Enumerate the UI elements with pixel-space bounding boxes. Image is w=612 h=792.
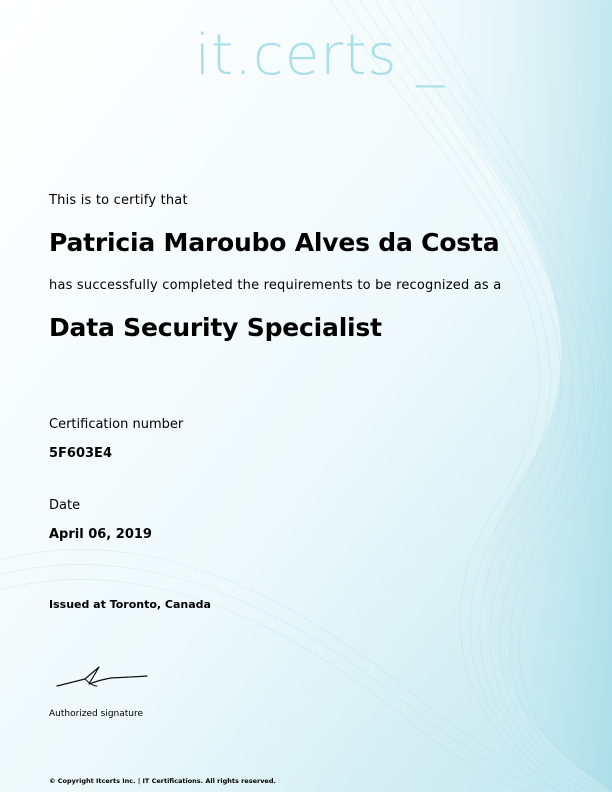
signature-image	[55, 662, 150, 692]
issued-at: Issued at Toronto, Canada	[49, 598, 211, 611]
date-value: April 06, 2019	[49, 527, 152, 542]
completion-statement: has successfully completed the requirements to be recognized as a	[49, 278, 502, 293]
date-label: Date	[49, 498, 81, 513]
authorized-signature-label: Authorized signature	[49, 709, 144, 719]
copyright-footer: © Copyright Itcerts Inc. | IT Certifications. All rights reserved.	[49, 777, 276, 785]
intro-text: This is to certify that	[49, 193, 188, 208]
itcerts-logo: it.certs _	[194, 23, 446, 88]
certification-number-label: Certification number	[49, 417, 184, 432]
recipient-name: Patricia Maroubo Alves da Costa	[49, 228, 500, 257]
certification-number-value: 5F603E4	[49, 446, 112, 461]
certification-title: Data Security Specialist	[49, 313, 382, 342]
